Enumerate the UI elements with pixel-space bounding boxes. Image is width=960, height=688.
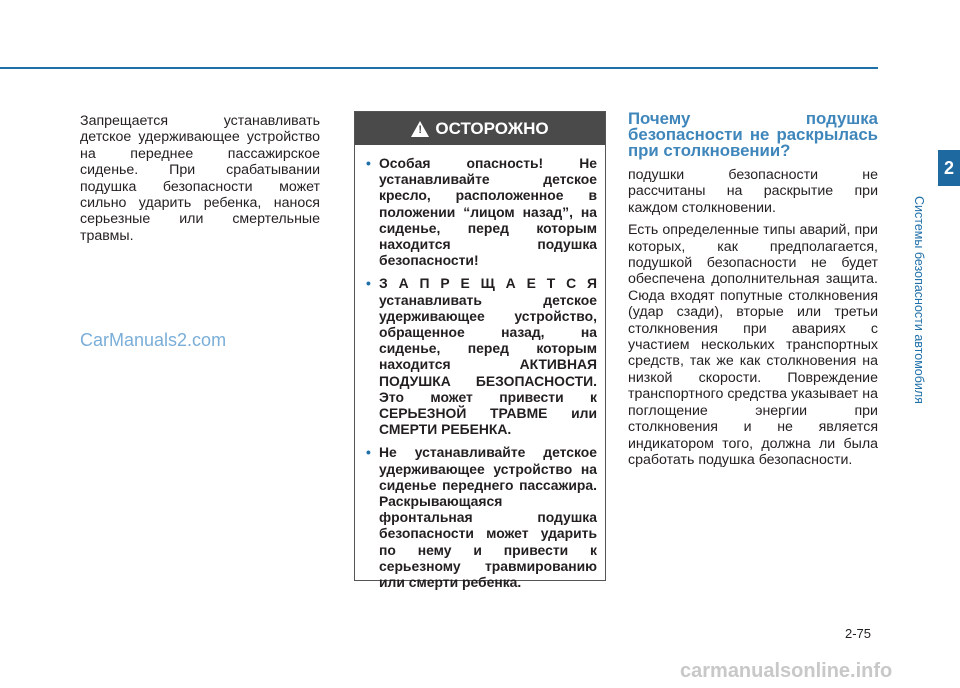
chapter-tab: 2 xyxy=(938,150,960,186)
warning-header xyxy=(355,112,605,145)
watermark: CarManuals2.com xyxy=(80,330,227,350)
warning-title: ОСТОРОЖНО xyxy=(435,118,549,138)
intro-text: Запрещается устанавливать детское удерживающее устройство на переднее пассажирское сиденье. При срабатывании подушка безопасности может сильно ударить ребенка, нанося серьезные или смертельные травмы. xyxy=(80,113,320,244)
warning-box xyxy=(354,111,606,591)
right-column xyxy=(628,111,878,474)
header-rule xyxy=(0,67,878,69)
site-watermark: carmanualsonline.info xyxy=(680,660,893,682)
paragraph: подушки безопасности не рассчитаны на раскрытие при каждом столкновении. xyxy=(628,167,878,216)
chapter-title: Системы безопасности автомобиля xyxy=(912,196,926,404)
page-number: 2-75 xyxy=(845,626,872,641)
paragraph: Есть определенные типы аварий, при которых, как предполагается, подушкой безопасности не будет обеспечена дополнительная защита. Сюда входят попутные столкновения (удар сзади), вторые или третьи столкновения при авариях с участием нескольких транспортных средств, так же как столкновения на низкой скорости. Повреждение транспортного средства указывает на поглощение энергии при столкновения и не является индикатором того, должна ли была сработать подушка безопасности. xyxy=(628,222,878,468)
warning-item: • Не устанавливайте детское удерживающее устройство на сиденье переднего пассажира. Раскрывающаяся фронтальная подушка безопасности может ударить по нему и привести к серьезному травмированию или смерти ребенка. xyxy=(379,444,597,590)
section-heading: Почему подушка безопасности не раскрылась при столкновении? xyxy=(628,109,878,160)
warning-item: • З А П Р Е Щ А Е Т С Я устанавливать детское удерживающее устройство, обращенное назад, на сиденье, перед которым находится АКТИВНАЯ ПОДУШКА БЕЗОПАСНОСТИ. Это может привести к СЕРЬЕЗНОЙ ТРАВМЕ или СМЕРТИ РЕБЕНКА. xyxy=(379,275,597,437)
warning-triangle-icon: ! xyxy=(411,121,429,137)
warning-item: • Особая опасность! Не устанавливайте детское кресло, расположенное в положении “лицом назад”, на сиденье, перед которым находится подушка безопасности! xyxy=(379,155,597,268)
